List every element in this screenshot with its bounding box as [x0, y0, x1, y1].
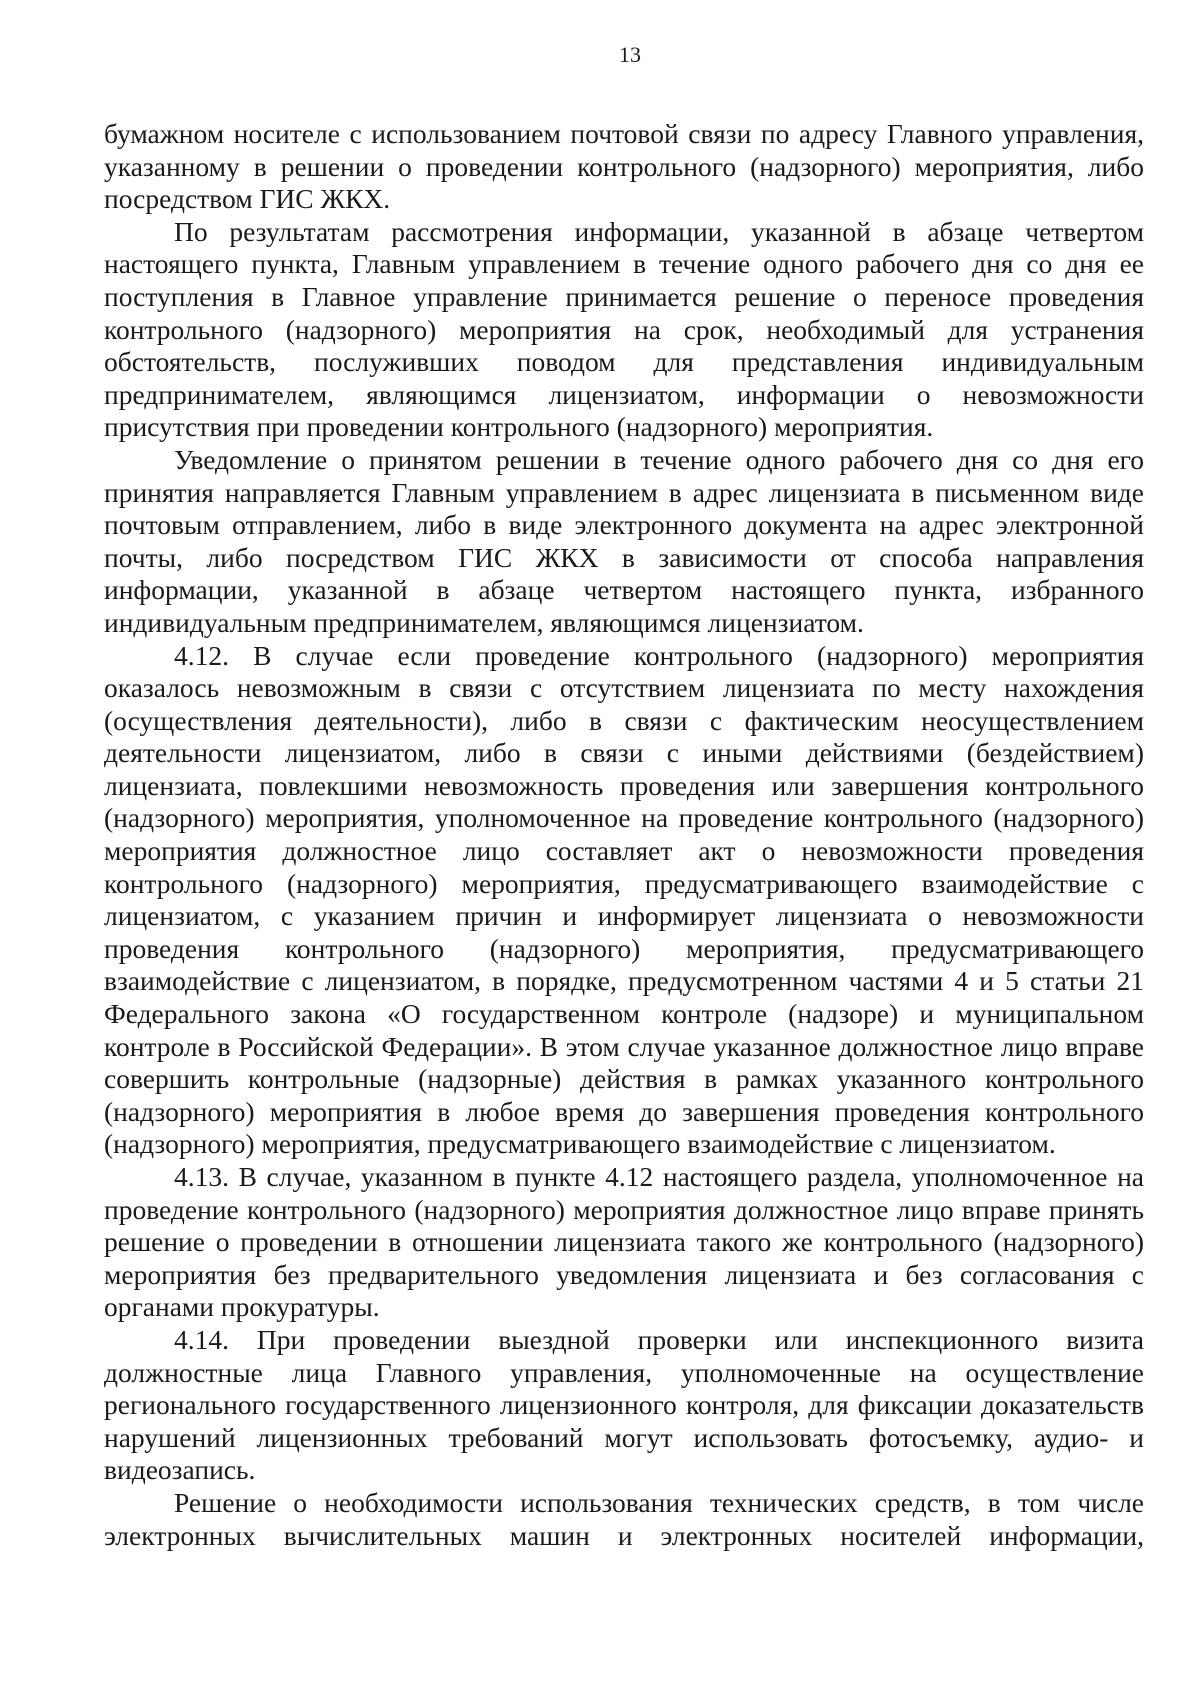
- paragraph-clause-4-14: 4.14. При проведении выездной проверки или инспекционного визита должностные лица Главного управления, уполномоченные на осуществление регионального государственного лицензионного контроля, для фиксации доказательств нарушений лицензионных требований могут использовать фотосъемку, аудио- и видеозапись.: [104, 1323, 1144, 1486]
- paragraph-notification: Уведомление о принятом решении в течение одного рабочего дня со дня его принятия направляется Главным управлением в адрес лицензиата в письменном виде почтовым отправлением, либо в виде электронного документа на адрес электронной почты, либо посредством ГИС ЖКХ в зависимости от способа направления информации, указанной в абзаце четвертом настоящего пункта, избранного индивидуальным предпринимателем, являющимся лицензиатом.: [104, 443, 1144, 638]
- paragraph-continuation: бумажном носителе с использованием почтовой связи по адресу Главного управления, указанному в решении о проведении контрольного (надзорного) мероприятия, либо посредством ГИС ЖКХ.: [104, 118, 1144, 215]
- paragraph-clause-4-12: 4.12. В случае если проведение контрольного (надзорного) мероприятия оказалось невозможным в связи с отсутствием лицензиата по месту нахождения (осуществления деятельности), либо в связи с фактическим неосуществлением деятельности лицензиатом, либо в связи с иными действиями (бездействием) лицензиата, повлекшими невозможность проведения или завершения контрольного (надзорного) мероприятия, уполномоченное на проведение контрольного (надзорного) мероприятия должностное лицо составляет акт о невозможности проведения контрольного (надзорного) мероприятия, предусматривающего взаимодействие с лицензиатом, с указанием причин и информирует лицензиата о невозможности проведения контрольного (надзорного) мероприятия, предусматривающего взаимодействие с лицензиатом, в порядке, предусмотренном частями 4 и 5 статьи 21 Федерального закона «О государственном контроле (надзоре) и муниципальном контроле в Российской Федерации». В этом случае указанное должностное лицо вправе совершить контрольные (надзорные) действия в рамках указанного контрольного (надзорного) мероприятия в любое время до завершения проведения контрольного (надзорного) мероприятия, предусматривающего взаимодействие с лицензиатом.: [104, 639, 1144, 1160]
- paragraph-clause-4-13: 4.13. В случае, указанном в пункте 4.12 настоящего раздела, уполномоченное на проведение контрольного (надзорного) мероприятия должностное лицо вправе принять решение о проведении в отношении лицензиата такого же контрольного (надзорного) мероприятия без предварительного уведомления лицензиата и без согласования с органами прокуратуры.: [104, 1161, 1144, 1323]
- page-number: 13: [619, 42, 641, 67]
- paragraph-review-results: По результатам рассмотрения информации, указанной в абзаце четвертом настоящего пункта, Главным управлением в течение одного рабочего дня со дня ее поступления в Главное управление принимается решение о переносе проведения контрольного (надзорного) мероприятия на срок, необходимый для устранения обстоятельств, послуживших поводом для представления индивидуальным предпринимателем, являющимся лицензиатом, информации о невозможности присутствия при проведении контрольного (надзорного) мероприятия.: [104, 215, 1144, 443]
- document-body: [104, 118, 1144, 1552]
- paragraph-technical-means: Решение о необходимости использования технических средств, в том числе электронных вычислительных машин и электронных носителей информации,: [104, 1486, 1144, 1551]
